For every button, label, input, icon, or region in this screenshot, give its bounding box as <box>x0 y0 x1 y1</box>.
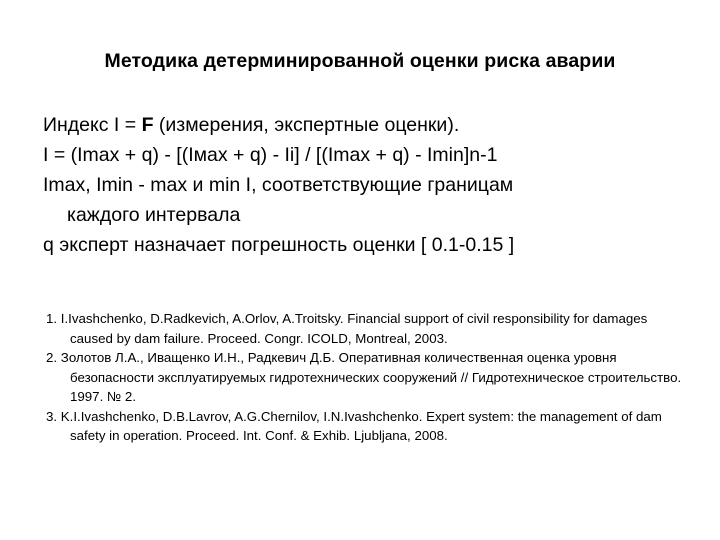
formula-line: I = (Imax + q) - [(Iмах + q) - Ii] / [(Imax + q) - Imin]n-1 <box>43 144 498 166</box>
index-definition-line <box>43 110 683 140</box>
bounds-definition-continuation: каждого интервала <box>67 204 241 226</box>
references-list <box>46 309 686 446</box>
index-function-symbol: F <box>141 114 154 136</box>
reference-item-1: 1. I.Ivashchenko, D.Radkevich, A.Orlov, A.Troitsky. Financial support of civil responsibility for damages caused by dam failure. Proceed. Congr. ICOLD, Montreal, 2003. <box>46 311 648 346</box>
reference-item-2: 2. Золотов Л.А., Иващенко И.Н., Радкевич Д.Б. Оперативная количественная оценка уровня безопасности эксплуатируемых гидротехнических сооружений // Гидротехническое строительство. 1997. № 2. <box>46 350 682 404</box>
slide-body <box>43 110 683 260</box>
bounds-definition-line: Imax, Imin - max и min I, соответствующие границам <box>43 174 514 196</box>
slide-title: Методика детерминированной оценки риска аварии <box>104 50 616 72</box>
index-definition-prefix: Индекс I = <box>43 114 142 136</box>
reference-item-3: 3. K.I.Ivashchenko, D.B.Lavrov, A.G.Chernilov, I.N.Ivashchenko. Expert system: the management of dam safety in operation. Proceed. Int. Conf. & Exhib. Ljubljana, 2008. <box>46 408 662 443</box>
error-definition-line: q эксперт назначает погрешность оценки [ 0.1-0.15 ] <box>43 234 515 256</box>
index-definition-suffix: (измерения, экспертные оценки). <box>153 114 460 136</box>
